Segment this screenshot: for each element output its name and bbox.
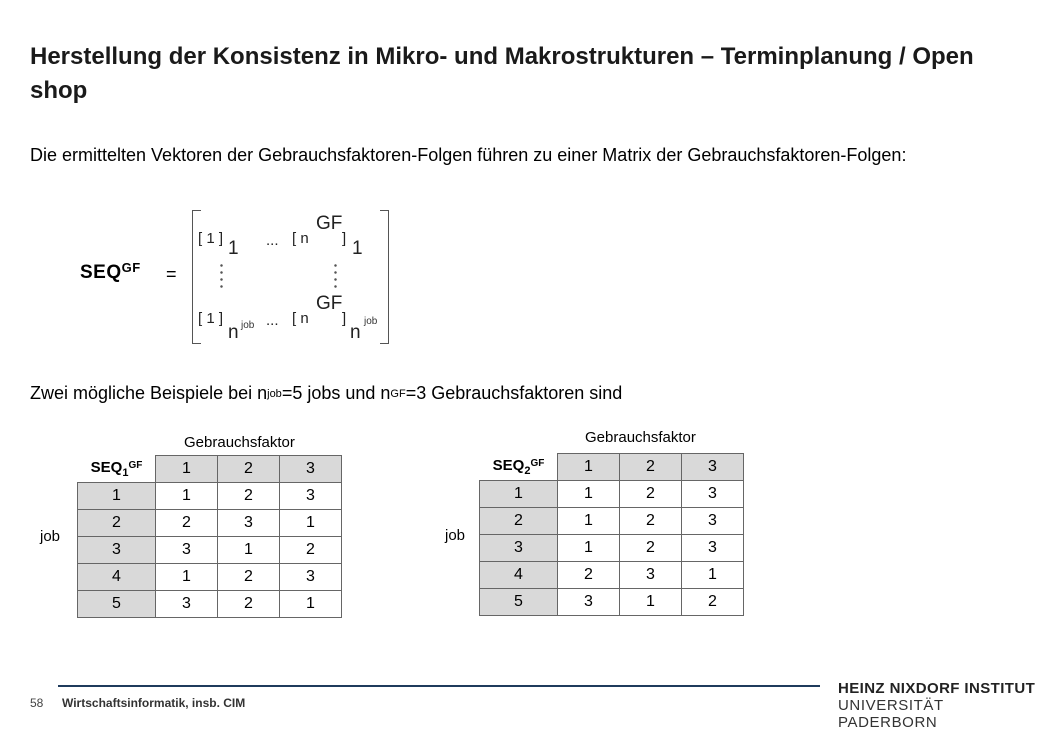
matrix-top-right-sub: 1 <box>352 238 363 259</box>
examples-sup-gf: GF <box>390 388 406 400</box>
seq2-table <box>479 453 744 616</box>
matrix-lhs-sup: GF <box>121 260 141 275</box>
matrix-top-right-sup: GF <box>316 213 343 234</box>
row-header: 1 <box>78 483 156 510</box>
row-header: 4 <box>480 562 558 589</box>
matrix-top-left-sub: 1 <box>228 238 239 259</box>
table-cell: 1 <box>280 591 342 618</box>
slide-title: Herstellung der Konsistenz in Mikro- und Makrostrukturen – Terminplanung / Open shop <box>30 43 974 104</box>
table-cell: 3 <box>682 508 744 535</box>
row-header: 4 <box>78 564 156 591</box>
table-row <box>78 510 342 537</box>
matrix-bottom-right-close: ] <box>342 310 347 327</box>
table-cell: 2 <box>218 483 280 510</box>
table-cell: 3 <box>620 562 682 589</box>
matrix-equals: = <box>166 264 177 284</box>
table-row <box>78 591 342 618</box>
matrix-bottom-left: [ 1 ] <box>198 310 224 327</box>
matrix-lhs <box>80 262 141 284</box>
examples-mid: =5 jobs und n <box>281 383 391 403</box>
table-cell: 3 <box>280 483 342 510</box>
table-cell: 2 <box>620 481 682 508</box>
table-cell: 1 <box>682 562 744 589</box>
matrix-right-bracket <box>380 210 389 344</box>
row-header: 5 <box>480 589 558 616</box>
row-header: 3 <box>78 537 156 564</box>
table-cell: 3 <box>156 591 218 618</box>
table-header-row <box>480 454 744 481</box>
table-cell: 1 <box>280 510 342 537</box>
table-cell: 1 <box>558 535 620 562</box>
table-row <box>480 562 744 589</box>
seq1-name: SEQ <box>90 459 123 476</box>
institute-logo-line1: HEINZ NIXDORF INSTITUT <box>838 680 1036 697</box>
table-cell: 1 <box>218 537 280 564</box>
matrix-bottom-right-sup: GF <box>316 293 343 314</box>
table-cell: 2 <box>218 591 280 618</box>
seq1-sub: 1 <box>122 467 129 479</box>
matrix-bottom-right-sup2: job <box>364 316 378 327</box>
matrix-bottom-left-n: n <box>228 322 239 343</box>
examples-sup-job: job <box>267 388 282 400</box>
table-cell: 1 <box>558 508 620 535</box>
table-row <box>480 535 744 562</box>
institute-logo-line2: UNIVERSITÄT PADERBORN <box>838 697 944 731</box>
table-cell: 3 <box>156 537 218 564</box>
table-cell: 2 <box>682 589 744 616</box>
column-header: 2 <box>218 456 280 483</box>
table-row <box>480 481 744 508</box>
seq2-sub: 2 <box>524 465 531 477</box>
matrix-top-dots: ... <box>266 232 279 249</box>
table-cell: 3 <box>682 535 744 562</box>
table-row <box>78 483 342 510</box>
table-cell: 2 <box>558 562 620 589</box>
seq2-sup: GF <box>530 458 545 469</box>
row-header: 5 <box>78 591 156 618</box>
table-row <box>78 564 342 591</box>
footer-course: Wirtschaftsinformatik, insb. CIM <box>62 696 246 710</box>
matrix-left-vdots <box>220 262 223 292</box>
row-header: 2 <box>78 510 156 537</box>
column-header: 3 <box>682 454 744 481</box>
table-cell: 2 <box>620 508 682 535</box>
seq1-table-block <box>40 430 360 630</box>
row-header: 1 <box>480 481 558 508</box>
matrix-right-vdots <box>334 262 337 292</box>
matrix-lhs-name: SEQ <box>80 262 122 283</box>
seq2-corner-label <box>480 454 558 481</box>
seq2-row-group-label: job <box>445 527 466 544</box>
matrix-bottom-right-open: [ n <box>292 310 309 327</box>
matrix-top-right-close: ] <box>342 230 347 247</box>
seq1-corner-label <box>78 456 156 483</box>
row-header: 3 <box>480 535 558 562</box>
matrix-top-left: [ 1 ] <box>198 230 224 247</box>
matrix-bottom-right-n: n <box>350 322 361 343</box>
examples-suffix: =3 Gebrauchsfaktoren sind <box>405 383 623 403</box>
table-cell: 3 <box>682 481 744 508</box>
table-row <box>480 589 744 616</box>
table-cell: 3 <box>558 589 620 616</box>
table-row <box>480 508 744 535</box>
seq2-table-block <box>445 425 765 625</box>
row-header: 2 <box>480 508 558 535</box>
table-header-row <box>78 456 342 483</box>
table-cell: 1 <box>156 483 218 510</box>
table-cell: 3 <box>280 564 342 591</box>
examples-text <box>30 380 622 409</box>
table-cell: 2 <box>218 564 280 591</box>
column-header: 2 <box>620 454 682 481</box>
page-number: 58 <box>30 696 44 710</box>
footer-divider <box>58 685 820 687</box>
table-cell: 1 <box>156 564 218 591</box>
matrix-top-right-open: [ n <box>292 230 309 247</box>
column-header: 1 <box>558 454 620 481</box>
table-cell: 2 <box>156 510 218 537</box>
table-cell: 1 <box>558 481 620 508</box>
matrix-bottom-left-sup: job <box>241 320 255 331</box>
table-cell: 2 <box>620 535 682 562</box>
table-row <box>78 537 342 564</box>
seq1-row-group-label: job <box>40 528 61 545</box>
table-cell: 1 <box>620 589 682 616</box>
seq1-table <box>77 455 342 618</box>
seq1-sup: GF <box>128 460 143 471</box>
seq2-column-group-label: Gebrauchsfaktor <box>585 429 696 446</box>
examples-prefix: Zwei mögliche Beispiele bei n <box>30 383 268 403</box>
seq2-name: SEQ <box>492 457 525 474</box>
seq1-column-group-label: Gebrauchsfaktor <box>184 434 295 451</box>
column-header: 1 <box>156 456 218 483</box>
table-cell: 3 <box>218 510 280 537</box>
column-header: 3 <box>280 456 342 483</box>
intro-text: Die ermittelten Vektoren der Gebrauchsfaktoren-Folgen führen zu einer Matrix der Gebrauchsfaktoren-Folgen: <box>30 145 907 165</box>
matrix-bottom-dots: ... <box>266 312 279 329</box>
table-cell: 2 <box>280 537 342 564</box>
